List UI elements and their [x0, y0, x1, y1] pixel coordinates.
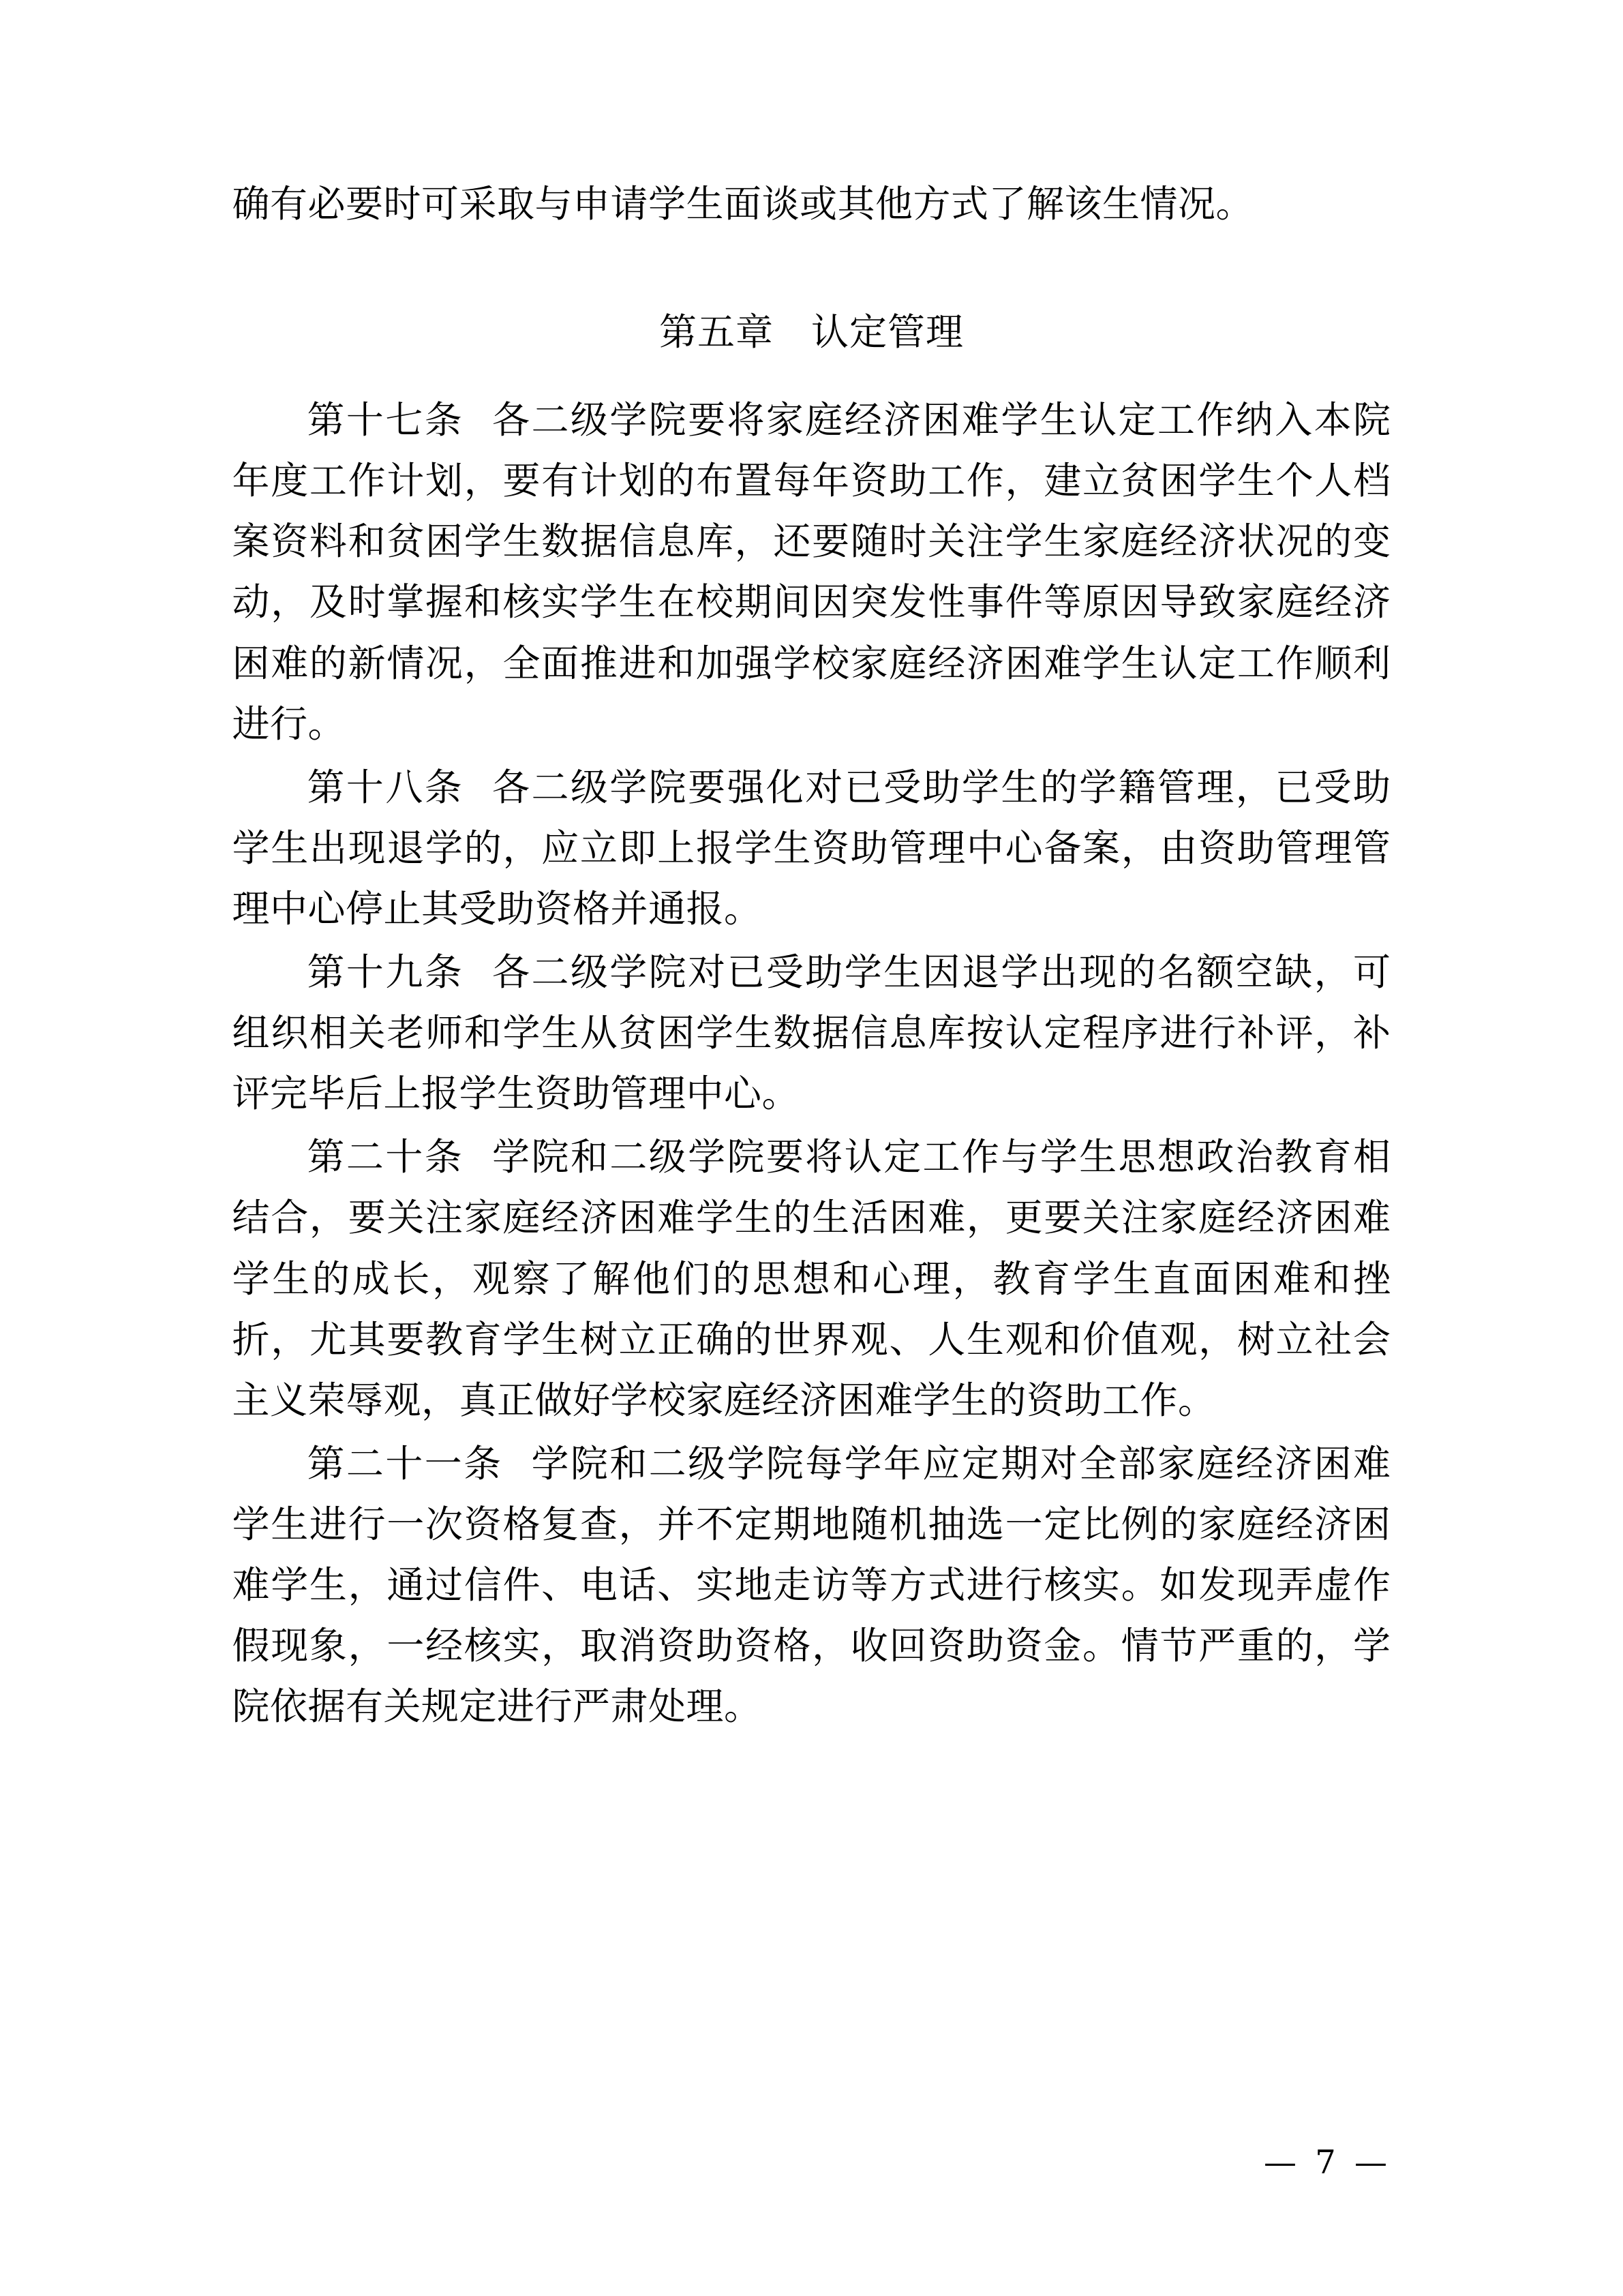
article-label: 第十七条 — [307, 398, 464, 442]
article-paragraph — [232, 757, 1391, 939]
article-text: 学院和二级学院要将认定工作与学生思想政治教育相结合，要关注家庭经济困难学生的生活困难，更要关注家庭经济困难学生的成长，观察了解他们的思想和心理，教育学生直面困难和挫折，尤其要教育学生树立正确的世界观、人生观和价值观，树立社会主义荣辱观，真正做好学校家庭经济困难学生的资助工作。 — [232, 1135, 1391, 1422]
chapter-heading — [232, 237, 1391, 390]
article-label: 第十九条 — [307, 950, 464, 995]
chapter-title: 认定管理 — [811, 310, 965, 354]
article-text: 各二级学院要强化对已受助学生的学籍管理，已受助学生出现退学的，应立即上报学生资助管理中心备案，由资助管理管理中心停止其受助资格并通报。 — [232, 765, 1391, 931]
page-number: — 7 — — [1263, 2143, 1391, 2181]
article-paragraph — [232, 942, 1391, 1124]
article-label: 第二十条 — [307, 1135, 464, 1179]
chapter-number: 第五章 — [658, 310, 774, 354]
document-body — [232, 174, 1391, 1737]
article-paragraph — [232, 1434, 1391, 1737]
continued-paragraph: 确有必要时可采取与申请学生面谈或其他方式了解该生情况。 — [232, 182, 1254, 226]
article-text: 各二级学院对已受助学生因退学出现的名额空缺，可组织相关老师和学生从贫困学生数据信息库按认定程序进行补评，补评完毕后上报学生资助管理中心。 — [232, 950, 1391, 1116]
article-label: 第十八条 — [307, 765, 464, 809]
article-text: 各二级学院要将家庭经济困难学生认定工作纳入本院年度工作计划，要有计划的布置每年资助工作，建立贫困学生个人档案资料和贫困学生数据信息库，还要随时关注学生家庭经济状况的变动，及时掌握和核实学生在校期间因突发性事件等原因导致家庭经济困难的新情况，全面推进和加强学校家庭经济困难学生认定工作顺利进行。 — [232, 398, 1391, 746]
article-paragraph — [232, 390, 1391, 755]
article-paragraph — [232, 1127, 1391, 1430]
article-text: 学院和二级学院每学年应定期对全部家庭经济困难学生进行一次资格复查，并不定期地随机抽选一定比例的家庭经济困难学生，通过信件、电话、实地走访等方式进行核实。如发现弄虚作假现象，一经核实，取消资助资格，收回资助资金。情节严重的，学院依据有关规定进行严肃处理。 — [232, 1441, 1391, 1729]
article-label: 第二十一条 — [307, 1441, 503, 1485]
